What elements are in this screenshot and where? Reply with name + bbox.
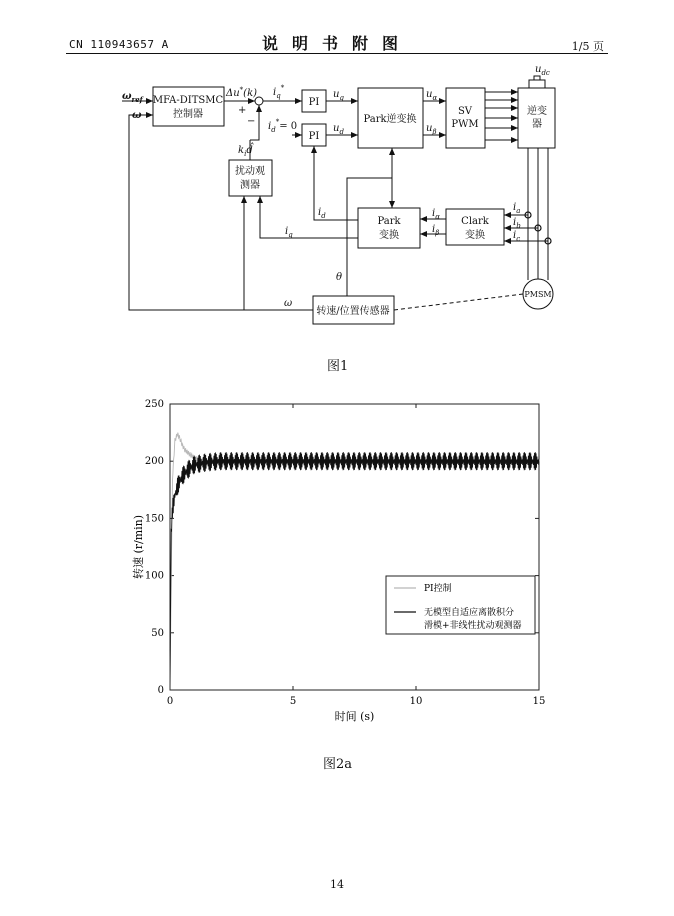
ic-label: $i_c$ (513, 230, 521, 243)
pi-q-label: PI (308, 97, 320, 108)
observer-label-1: 扰动观 (235, 166, 265, 177)
delta-u-label: Δu*(k) (226, 86, 258, 99)
svpwm-block (446, 88, 485, 148)
svpwm-label-2: PWM (451, 119, 479, 130)
figure1-caption: 图1 (327, 359, 349, 374)
observer-label-2: 测器 (240, 180, 260, 191)
page-number: 14 (330, 878, 344, 891)
x-tick-label: 5 (289, 696, 297, 707)
plot-area (170, 404, 539, 690)
sensor-label: 转速/位置传感器 (316, 306, 390, 317)
minus-sign: − (247, 116, 256, 127)
id-label: $i_d$ (318, 207, 326, 220)
y-tick-label: 0 (157, 685, 164, 696)
inverter-block (518, 88, 555, 148)
park-block (358, 208, 420, 248)
controller-label-2: 控制器 (173, 109, 203, 120)
omega-ref-label: $\omega_{ref}$ (122, 91, 143, 104)
y-tick-label: 50 (151, 627, 164, 639)
park-inverse-label: Park逆变换 (363, 114, 417, 125)
iq-star-label: $i_q^*$ (273, 84, 285, 100)
doc-number: CN 110943657 A (69, 38, 169, 51)
kid-label: $k_id̂$ (238, 145, 253, 158)
omega-feedback-label: ω (284, 298, 293, 309)
park-label-2: 变换 (379, 230, 399, 241)
id-star-label: $i_d^*= 0$ (268, 118, 298, 134)
y-tick-label: 150 (144, 513, 164, 525)
x-tick-label: 10 (409, 696, 423, 707)
ubeta-label: $u_\beta$ (426, 123, 437, 136)
x-tick-label: 15 (532, 696, 546, 707)
ia-label: $i_a$ (513, 202, 521, 215)
y-tick-label: 200 (144, 456, 164, 468)
block-diagram (0, 55, 674, 395)
y-tick-label: 250 (144, 399, 164, 410)
x-tick-label: 0 (166, 696, 174, 707)
plus-sign: + (238, 105, 247, 116)
y-tick-label: 100 (144, 570, 164, 582)
ib-label: $i_b$ (513, 217, 521, 230)
udc-label: $u_{dc}$ (535, 64, 550, 77)
inverter-label-2: 器 (532, 119, 542, 130)
uq-label: $u_q$ (333, 89, 344, 102)
ualpha-label: $u_\alpha$ (426, 89, 438, 102)
controller-block (153, 87, 224, 126)
x-axis-label: 时间 (s) (334, 710, 375, 723)
y-axis-label: 转速 (r/min) (132, 514, 145, 580)
svpwm-label-1: SV (457, 106, 473, 117)
pi-d-label: PI (308, 131, 320, 142)
controller-label-1: MFA-DITSMC (152, 95, 224, 106)
figure2a-caption: 图2a (323, 757, 353, 772)
page-of: 1/5 页 (571, 40, 604, 53)
ibeta-label: $i_\beta$ (432, 224, 440, 237)
inverter-label-1: 逆变 (527, 106, 547, 117)
doc-title: 说明书附图 (261, 34, 412, 53)
clark-label-2: 变换 (465, 230, 485, 241)
iq-label: $i_q$ (285, 226, 293, 239)
ialpha-label: $i_\alpha$ (432, 208, 440, 221)
speed-chart (0, 390, 674, 730)
omega-label: ω (132, 110, 142, 121)
theta-label: θ (336, 272, 343, 283)
legend-label-2: 无模型自适应离散积分滑模+非线性扰动观测器 (424, 608, 522, 631)
clark-label-1: Clark (461, 216, 489, 227)
motor-label: PMSM (524, 290, 552, 299)
ud-label: $u_d$ (333, 123, 344, 136)
legend-label-1: PI控制 (424, 584, 452, 594)
header-rule (66, 53, 608, 54)
park-label-1: Park (377, 216, 401, 227)
